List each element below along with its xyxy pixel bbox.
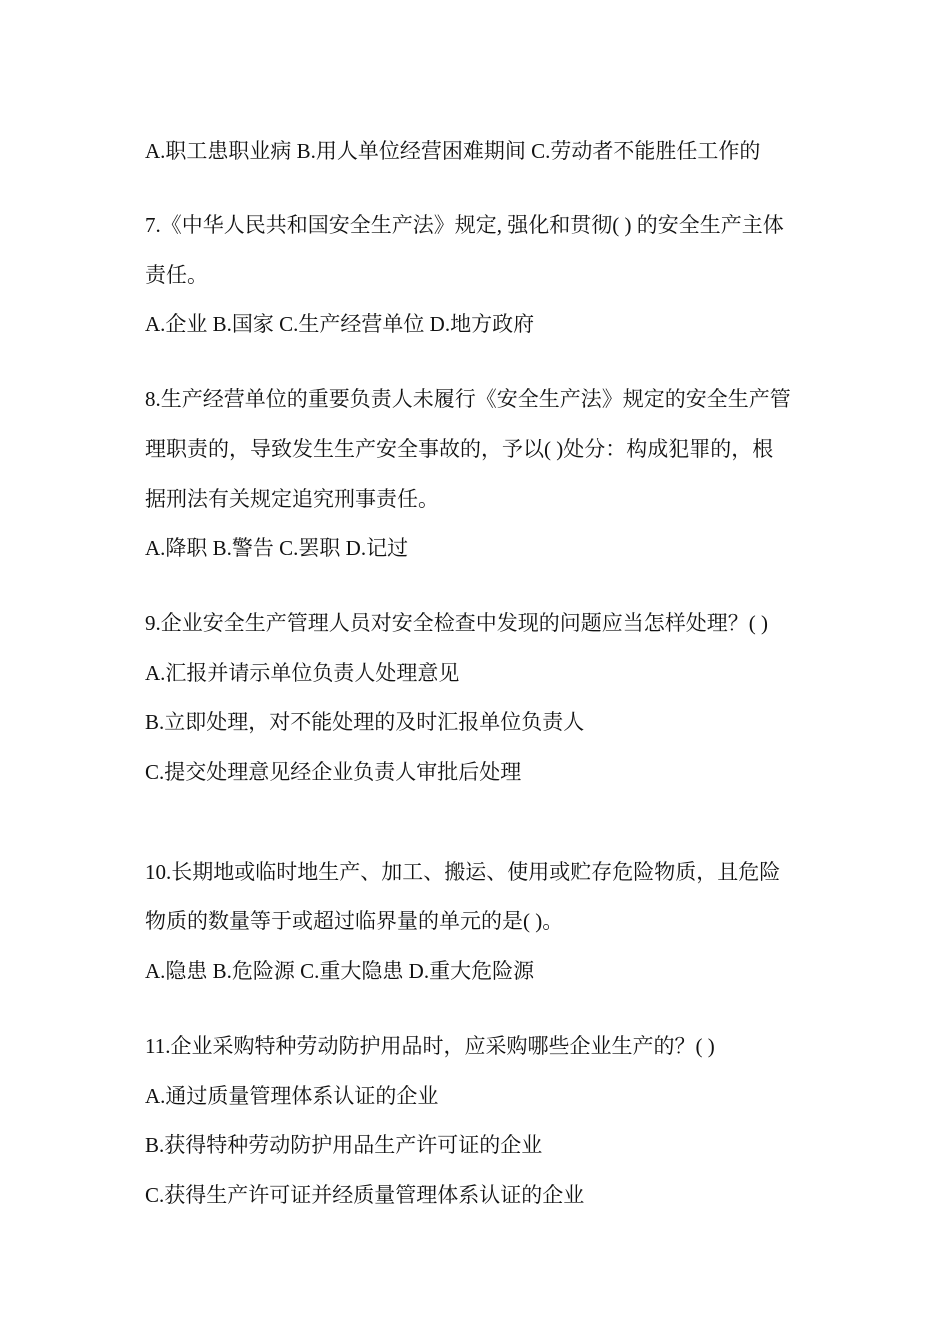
q7-text-line-2: 责任。	[145, 263, 208, 287]
q10-options: A.隐患 B.危险源 C.重大隐患 D.重大危险源	[145, 959, 535, 983]
q7-options: A.企业 B.国家 C.生产经营单位 D.地方政府	[145, 312, 535, 336]
q8-text-line-3: 据刑法有关规定追究刑事责任。	[145, 487, 439, 511]
q6-options: A.职工患职业病 B.用人单位经营困难期间 C.劳动者不能胜任工作的	[145, 139, 761, 163]
q11-option-a: A.通过质量管理体系认证的企业	[145, 1084, 439, 1108]
q10-text-line-2: 物质的数量等于或超过临界量的单元的是( )。	[145, 909, 564, 933]
q7-text-line-1: 7.《中华人民共和国安全生产法》规定, 强化和贯彻( ) 的安全生产主体	[145, 213, 784, 237]
q10-text-line-1: 10.长期地或临时地生产、加工、搬运、使用或贮存危险物质，且危险	[145, 860, 781, 884]
q11-option-c: C.获得生产许可证并经质量管理体系认证的企业	[145, 1183, 585, 1207]
q8-text-line-1: 8.生产经营单位的重要负责人未履行《安全生产法》规定的安全生产管	[145, 387, 791, 411]
q11-option-b: B.获得特种劳动防护用品生产许可证的企业	[145, 1133, 543, 1157]
q8-text-line-2: 理职责的，导致发生生产安全事故的，予以( )处分：构成犯罪的，根	[145, 437, 774, 461]
q8-options: A.降职 B.警告 C.罢职 D.记过	[145, 536, 409, 560]
q9-text: 9.企业安全生产管理人员对安全检查中发现的问题应当怎样处理？( )	[145, 611, 768, 635]
q9-option-c: C.提交处理意见经企业负责人审批后处理	[145, 760, 522, 784]
q9-option-a: A.汇报并请示单位负责人处理意见	[145, 661, 460, 685]
q11-text: 11.企业采购特种劳动防护用品时，应采购哪些企业生产的？( )	[145, 1034, 715, 1058]
q9-option-b: B.立即处理，对不能处理的及时汇报单位负责人	[145, 710, 585, 734]
